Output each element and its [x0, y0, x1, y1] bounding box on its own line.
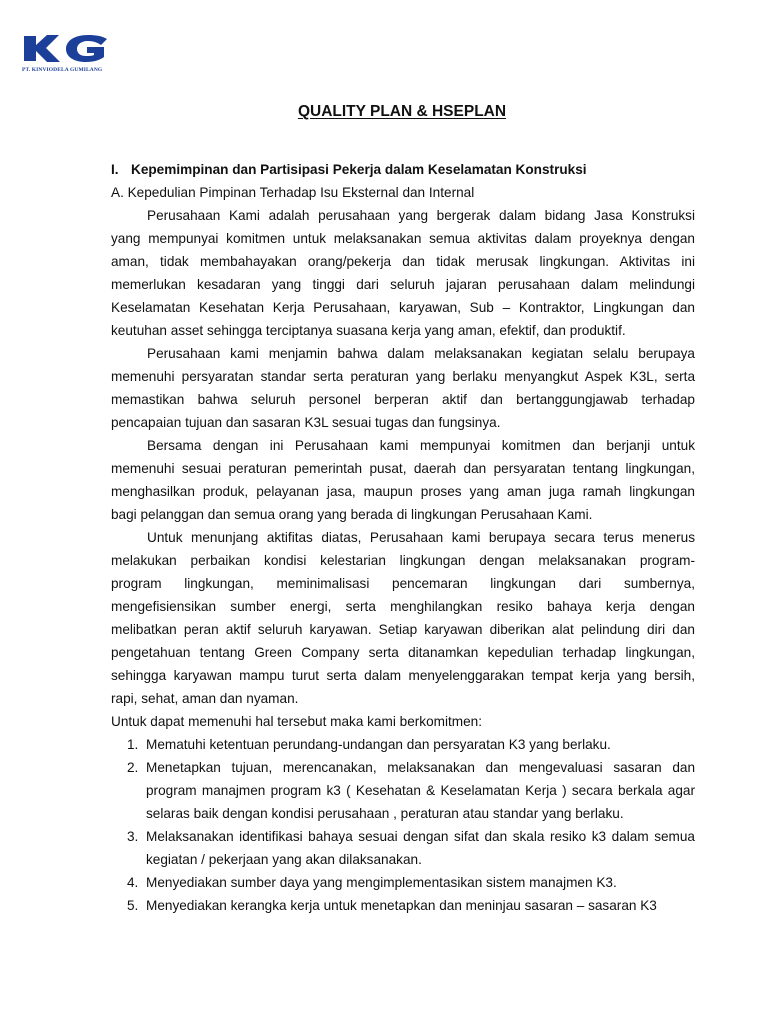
paragraph-line: program lingkungan, meminimalisasi pencemaran lingkungan dari sumbernya, [111, 576, 695, 591]
commitment-intro: Untuk dapat memenuhi hal tersebut maka kami berkomitmen: [111, 714, 482, 729]
paragraph-line: Bersama dengan ini Perusahaan kami mempunyai komitmen dan berjanji untuk [147, 438, 695, 453]
paragraph [111, 204, 695, 342]
paragraph-line: memenuhi sesuai peraturan pemerintah pusat, daerah dan persyaratan tentang lingkungan, [111, 461, 695, 476]
list-item-text: Menetapkan tujuan, merencanakan, melaksanakan dan mengevaluasi sasaran dan [146, 760, 695, 775]
list-item-text: Mematuhi ketentuan perundang-undangan dan persyaratan K3 yang berlaku. [146, 737, 611, 752]
paragraph-line: Perusahaan kami menjamin bahwa dalam melaksanakan kegiatan selalu berupaya [147, 346, 695, 361]
paragraph [111, 526, 695, 710]
list-number: 5. [127, 898, 139, 913]
list-item [111, 733, 695, 756]
paragraph-line: yang mempunyai komitmen untuk melaksanakan semua aktivitas dalam proyeknya dengan [111, 231, 695, 246]
list-number: 4. [127, 875, 139, 890]
paragraph-line: mengefisiensikan sumber energi, serta menghilangkan resiko bahaya kerja dengan [111, 599, 695, 614]
paragraph-line: rapi, sehat, aman dan nyaman. [111, 691, 299, 706]
paragraph-line: memastikan bahwa seluruh personel berperan aktif dan bertanggungjawab terhadap [111, 392, 695, 407]
paragraph-line: keutuhan asset sehingga terciptanya suasana kerja yang aman, efektif, dan produktif. [111, 323, 626, 338]
list-number: 1. [127, 737, 139, 752]
page-title: QUALITY PLAN & HSEPLAN [297, 103, 507, 120]
paragraph [111, 434, 695, 526]
company-name: PT. KINVIODELA GUMILANG [22, 67, 103, 73]
paragraph-line: sehingga karyawan mampu turut serta dalam menyelenggarakan tempat kerja yang bersih, [111, 668, 695, 683]
paragraph-line: Keselamatan Kesehatan Kerja Perusahaan, karyawan, Sub – Kontraktor, Lingkungan dan [111, 300, 695, 315]
paragraph-line: memenuhi persyaratan standar serta peraturan yang berlaku menyangkut Aspek K3L, serta [111, 369, 695, 384]
document-body [111, 158, 695, 917]
list-item [111, 871, 695, 894]
list-item [111, 756, 695, 779]
paragraph-line: menghasilkan produk, pelayanan jasa, maupun proses yang aman juga ramah lingkungan [111, 484, 695, 499]
paragraph-line: pencapaian tujuan dan sasaran K3L sesuai tugas dan fungsinya. [111, 415, 501, 430]
paragraph-line: pengetahuan tentang Green Company serta ditanamkan kepedulian terhadap lingkungan, [111, 645, 695, 660]
kg-logo-mark [22, 30, 112, 66]
section-number: I. [111, 162, 119, 177]
paragraph [111, 342, 695, 434]
list-item-continuation: selaras baik dengan kondisi perusahaan , peraturan atau standar yang berlaku. [146, 806, 624, 821]
company-logo [22, 30, 118, 73]
list-item-text: Menyediakan kerangka kerja untuk menetapkan dan meninjau sasaran – sasaran K3 [146, 898, 657, 913]
list-number: 3. [127, 829, 139, 844]
list-item [111, 825, 695, 848]
paragraph-line: melibatkan peran aktif seluruh karyawan. Setiap karyawan diberikan alat pelindung diri dan [111, 622, 695, 637]
list-item [111, 894, 695, 917]
paragraph-line: bagi pelanggan dan semua orang yang berada di lingkungan Perusahaan Kami. [111, 507, 593, 522]
section-subheading: A. Kepedulian Pimpinan Terhadap Isu Eksternal dan Internal [111, 185, 475, 200]
section-heading [111, 158, 695, 181]
list-item-text: Melaksanakan identifikasi bahaya sesuai dengan sifat dan skala resiko k3 dalam semua [146, 829, 695, 844]
paragraph-line: memerlukan kesadaran yang tinggi dari seluruh jajaran perusahaan dalam melindungi [111, 277, 695, 292]
list-item-text: Menyediakan sumber daya yang mengimplementasikan sistem manajmen K3. [146, 875, 617, 890]
paragraph-line: melakukan perbaikan kondisi kelestarian lingkungan dengan melaksanakan program- [111, 553, 695, 568]
paragraph-line: Untuk menunjang aktifitas diatas, Perusahaan kami berupaya secara terus menerus [147, 530, 695, 545]
section-heading-text: Kepemimpinan dan Partisipasi Pekerja dalam Keselamatan Konstruksi [131, 162, 587, 177]
commitment-list [111, 733, 695, 917]
paragraph-line: Perusahaan Kami adalah perusahaan yang bergerak dalam bidang Jasa Konstruksi [147, 208, 695, 223]
list-item-continuation: program manajmen program k3 ( Kesehatan & Keselamatan Kerja ) secara berkala agar [146, 783, 695, 798]
list-number: 2. [127, 760, 139, 775]
list-item-continuation: kegiatan / pekerjaan yang akan dilaksanakan. [146, 852, 422, 867]
paragraph-line: aman, tidak membahayakan orang/pekerja dan tidak merusak lingkungan. Aktivitas ini [111, 254, 695, 269]
